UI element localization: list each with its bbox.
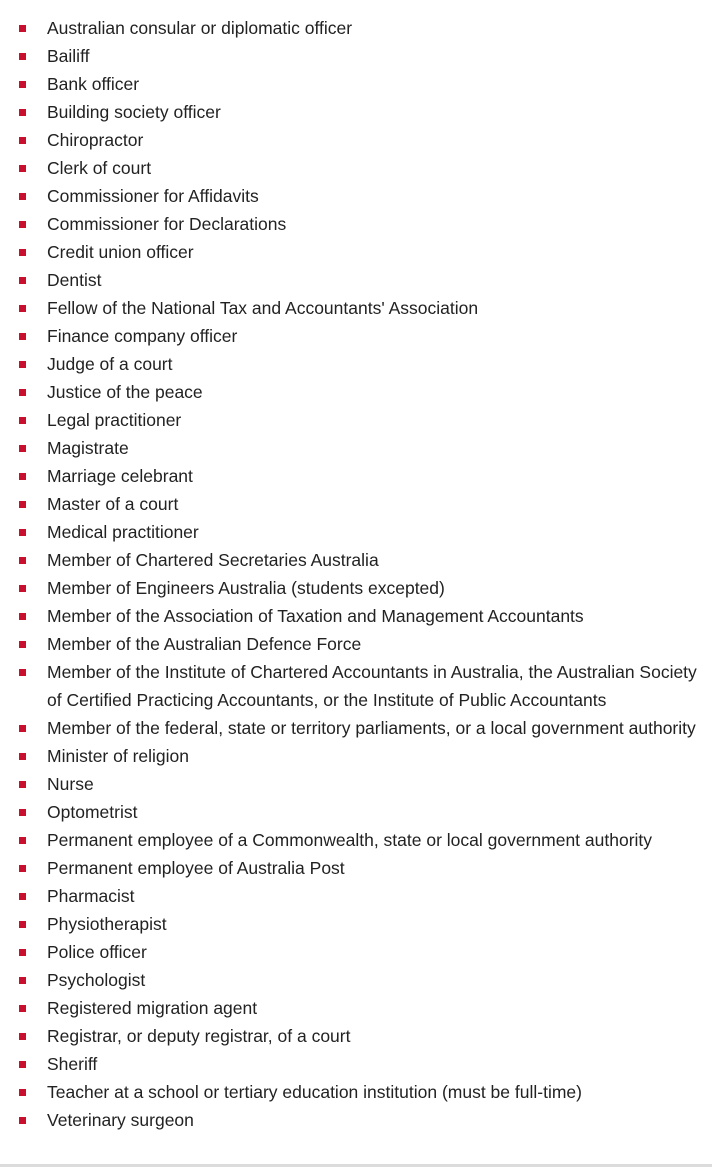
list-item-text: Fellow of the National Tax and Accountants' Association: [47, 298, 479, 318]
square-bullet-icon: [19, 53, 26, 60]
list-item-text: Permanent employee of a Commonwealth, state or local government authority: [47, 830, 653, 850]
list-item: [0, 294, 712, 322]
list-item: [0, 462, 712, 490]
list-item-text: Minister of religion: [47, 746, 189, 766]
list-item-text: Commissioner for Affidavits: [47, 186, 259, 206]
list-item: [0, 182, 712, 210]
list-item-text: Registrar, or deputy registrar, of a court: [47, 1026, 351, 1046]
square-bullet-icon: [19, 81, 26, 88]
square-bullet-icon: [19, 865, 26, 872]
square-bullet-icon: [19, 837, 26, 844]
square-bullet-icon: [19, 669, 26, 676]
list-item-text: Judge of a court: [47, 354, 173, 374]
list-item-text: Member of the Association of Taxation and Management Accountants: [47, 606, 584, 626]
list-item: [0, 42, 712, 70]
list-item: [0, 126, 712, 154]
list-item: [0, 14, 712, 42]
list-item-text: Bank officer: [47, 74, 140, 94]
square-bullet-icon: [19, 361, 26, 368]
list-item-text: Police officer: [47, 942, 147, 962]
list-item: [0, 1050, 712, 1078]
square-bullet-icon: [19, 221, 26, 228]
list-item-text: Australian consular or diplomatic officer: [47, 18, 353, 38]
square-bullet-icon: [19, 305, 26, 312]
square-bullet-icon: [19, 753, 26, 760]
list-item-text: Member of the Australian Defence Force: [47, 634, 362, 654]
list-item: [0, 966, 712, 994]
square-bullet-icon: [19, 921, 26, 928]
square-bullet-icon: [19, 473, 26, 480]
list-item: [0, 350, 712, 378]
list-item-text: Bailiff: [47, 46, 90, 66]
list-item-text: Pharmacist: [47, 886, 135, 906]
list-item: [0, 770, 712, 798]
square-bullet-icon: [19, 1033, 26, 1040]
square-bullet-icon: [19, 529, 26, 536]
list-item-text: Member of the federal, state or territory parliaments, or a local government authority: [47, 718, 696, 738]
list-item-text: Permanent employee of Australia Post: [47, 858, 345, 878]
list-item: [0, 1022, 712, 1050]
square-bullet-icon: [19, 277, 26, 284]
list-item: [0, 154, 712, 182]
list-item-text: Teacher at a school or tertiary education institution (must be full-time): [47, 1082, 582, 1102]
list-item-text: Finance company officer: [47, 326, 238, 346]
list-item: [0, 798, 712, 826]
square-bullet-icon: [19, 1061, 26, 1068]
list-item-text: Legal practitioner: [47, 410, 182, 430]
list-item-text: Clerk of court: [47, 158, 152, 178]
square-bullet-icon: [19, 725, 26, 732]
square-bullet-icon: [19, 977, 26, 984]
list-item: [0, 322, 712, 350]
square-bullet-icon: [19, 109, 26, 116]
list-item-text: Member of Chartered Secretaries Australia: [47, 550, 379, 570]
list-item: [0, 938, 712, 966]
list-item: [0, 574, 712, 602]
list-item-text: Member of Engineers Australia (students excepted): [47, 578, 445, 598]
square-bullet-icon: [19, 557, 26, 564]
list-item-text: Master of a court: [47, 494, 179, 514]
list-item: [0, 378, 712, 406]
square-bullet-icon: [19, 1005, 26, 1012]
list-item-text: Optometrist: [47, 802, 138, 822]
list-item-text: Physiotherapist: [47, 914, 167, 934]
list-item-text: Nurse: [47, 774, 94, 794]
list-item: [0, 434, 712, 462]
square-bullet-icon: [19, 613, 26, 620]
square-bullet-icon: [19, 501, 26, 508]
list-item-text: Commissioner for Declarations: [47, 214, 287, 234]
square-bullet-icon: [19, 809, 26, 816]
list-item-text: Building society officer: [47, 102, 221, 122]
list-item-text: Medical practitioner: [47, 522, 199, 542]
square-bullet-icon: [19, 949, 26, 956]
square-bullet-icon: [19, 165, 26, 172]
list-item: [0, 266, 712, 294]
list-item-text: Member of the Institute of Chartered Accountants in Australia, the Australian Society of Certified Practicing Accountants, or the Institute of Public Accountants: [47, 662, 697, 710]
list-item-text: Credit union officer: [47, 242, 194, 262]
list-item: [0, 490, 712, 518]
list-item-text: Magistrate: [47, 438, 129, 458]
list-item-text: Marriage celebrant: [47, 466, 193, 486]
square-bullet-icon: [19, 137, 26, 144]
square-bullet-icon: [19, 585, 26, 592]
square-bullet-icon: [19, 193, 26, 200]
list-item: [0, 714, 712, 742]
square-bullet-icon: [19, 249, 26, 256]
list-item: [0, 70, 712, 98]
square-bullet-icon: [19, 893, 26, 900]
list-item-text: Chiropractor: [47, 130, 144, 150]
square-bullet-icon: [19, 1089, 26, 1096]
list-item-text: Dentist: [47, 270, 102, 290]
list-item: [0, 406, 712, 434]
list-item: [0, 854, 712, 882]
square-bullet-icon: [19, 781, 26, 788]
square-bullet-icon: [19, 641, 26, 648]
square-bullet-icon: [19, 25, 26, 32]
list-item: [0, 1106, 712, 1134]
list-item: [0, 630, 712, 658]
list-item: [0, 910, 712, 938]
square-bullet-icon: [19, 1117, 26, 1124]
square-bullet-icon: [19, 445, 26, 452]
list-item: [0, 994, 712, 1022]
list-item-text: Registered migration agent: [47, 998, 258, 1018]
square-bullet-icon: [19, 389, 26, 396]
square-bullet-icon: [19, 417, 26, 424]
list-item: [0, 882, 712, 910]
list-item-text: Justice of the peace: [47, 382, 203, 402]
list-item-text: Psychologist: [47, 970, 146, 990]
list-item: [0, 546, 712, 574]
list-item: [0, 98, 712, 126]
square-bullet-icon: [19, 333, 26, 340]
list-item-text: Sheriff: [47, 1054, 98, 1074]
list-item: [0, 1078, 712, 1106]
list-item: [0, 210, 712, 238]
list-item: [0, 518, 712, 546]
list-item: [0, 238, 712, 266]
list-item: [0, 658, 712, 714]
list-item: [0, 742, 712, 770]
list-item-text: Veterinary surgeon: [47, 1110, 194, 1130]
list-item: [0, 602, 712, 630]
list-item: [0, 826, 712, 854]
